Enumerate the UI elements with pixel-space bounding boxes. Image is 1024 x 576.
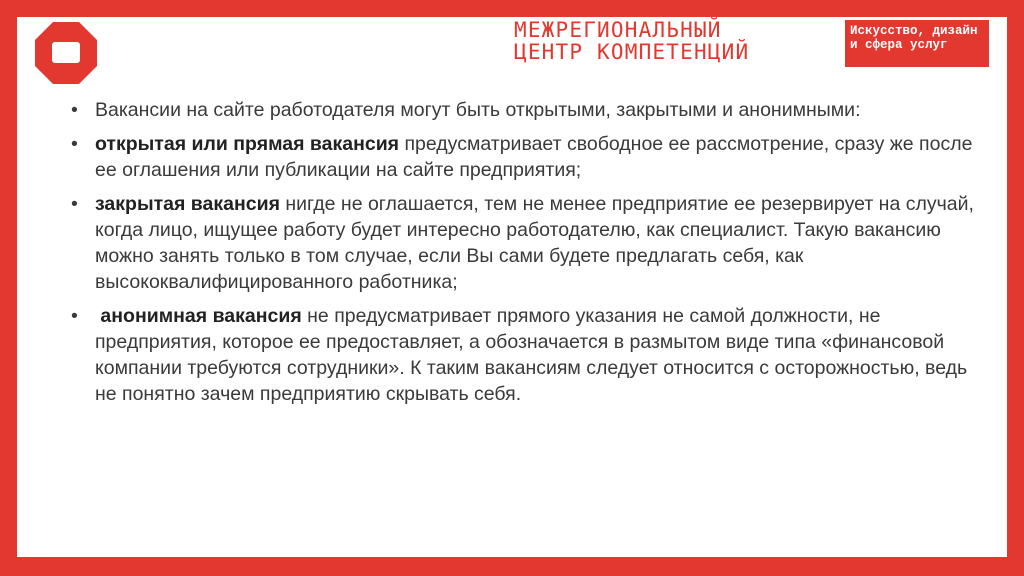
list-item (67, 191, 977, 295)
bullet-icon: • (71, 305, 78, 327)
item-term: закрытая вакансия (95, 193, 280, 215)
org-name (514, 19, 834, 63)
bullet-list (67, 97, 977, 415)
item-term: анонимная вакансия (95, 305, 302, 327)
item-text: не предусматривает прямого указания не самой должности, не предприятия, которое ее предоставляет, а обозначается в размытом виде типа «финансовой компании требуются сотрудники». К таким вакансиям следует относится с осторожностью, ведь не понятно зачем предприятию скрывать себя. (95, 305, 968, 405)
item-term: открытая или прямая вакансия (95, 133, 400, 155)
octagon-square-logo-icon (35, 22, 97, 84)
bullet-icon: • (71, 99, 78, 121)
item-text: нигде не оглашается, тем не менее предприятие ее резервирует на случай, когда лицо, ищущее работу будет интересно работодателю, как специалист. Такую вакансию можно занять только в том случае, если Вы сами будете предлагать себя, как высококвалифицированного работника; (95, 193, 974, 293)
org-name-line1: МЕЖРЕГИОНАЛЬНЫЙ (514, 18, 722, 42)
item-text: предусматривает свободное ее рассмотрение, сразу же после ее оглашения или публикации на сайте предприятия; (95, 133, 973, 181)
slide (17, 17, 1007, 557)
list-item (67, 97, 977, 123)
bullet-icon: • (71, 193, 78, 215)
list-item (67, 131, 977, 183)
org-name-line2: ЦЕНТР КОМПЕТЕНЦИЙ (514, 40, 750, 64)
category-badge: Искусство, дизайн и сфера услуг (845, 20, 989, 67)
list-item (67, 303, 977, 407)
bullet-icon: • (71, 133, 78, 155)
item-text: Вакансии на сайте работодателя могут быть открытыми, закрытыми и анонимными: (95, 99, 861, 121)
